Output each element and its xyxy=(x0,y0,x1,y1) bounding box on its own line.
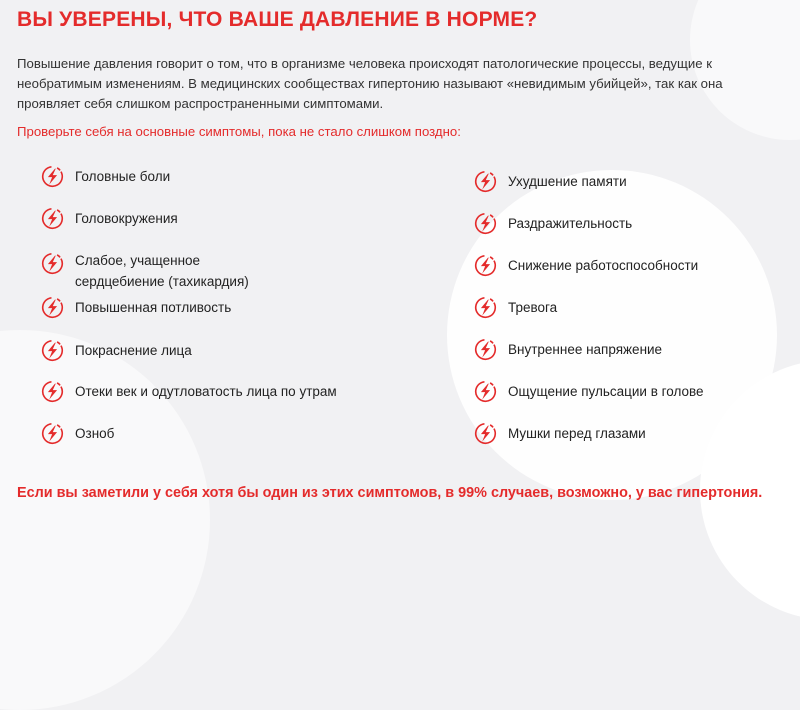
lightning-circle-icon xyxy=(474,254,497,277)
lightning-circle-icon xyxy=(474,212,497,235)
lightning-circle-icon xyxy=(474,296,497,319)
symptom-label: Озноб xyxy=(75,426,115,441)
lightning-circle-icon xyxy=(41,252,64,275)
lightning-circle-icon xyxy=(474,380,497,403)
intro-paragraph: Повышение давления говорит о том, что в организме человека происходят патологические процессы, ведущие к необратимым изменениям. В медицинских сообществах гипертонию называют «невидимым убийцей», так как она проявляет себя слишком распространенными симптомами. xyxy=(17,56,723,111)
symptom-label: Повышенная потливость xyxy=(75,300,232,315)
symptom-label: Тревога xyxy=(508,300,558,315)
symptom-label: Отеки век и одутловатость лица по утрам xyxy=(75,384,337,399)
lightning-circle-icon xyxy=(41,422,64,445)
symptom-label: Ухудшение памяти xyxy=(508,174,627,189)
symptom-label: Снижение работоспособности xyxy=(508,258,699,273)
symptom-item xyxy=(474,297,557,319)
symptom-label: Ощущение пульсации в голове xyxy=(508,384,704,399)
lightning-circle-icon xyxy=(41,207,64,230)
lightning-circle-icon xyxy=(41,380,64,403)
lightning-circle-icon xyxy=(474,338,497,361)
symptom-item xyxy=(474,213,632,235)
symptom-label: Головокружения xyxy=(75,211,178,226)
lightning-circle-icon xyxy=(41,296,64,319)
symptom-item xyxy=(41,297,231,319)
symptom-item xyxy=(41,340,192,362)
symptoms-prompt: Проверьте себя на основные симптомы, пока не стало слишком поздно: xyxy=(17,124,461,139)
symptom-item xyxy=(41,381,337,403)
symptom-label: Мушки перед глазами xyxy=(508,426,646,441)
symptom-item xyxy=(41,208,178,230)
lightning-circle-icon xyxy=(474,422,497,445)
symptom-label: Покраснение лица xyxy=(75,343,192,358)
lightning-circle-icon xyxy=(41,339,64,362)
symptom-item xyxy=(41,250,275,292)
symptom-item xyxy=(474,255,698,277)
symptom-item xyxy=(474,381,704,403)
symptom-label: Раздражительность xyxy=(508,216,633,231)
symptom-label: Внутреннее напряжение xyxy=(508,342,663,357)
lightning-circle-icon xyxy=(474,170,497,193)
symptom-item xyxy=(474,339,662,361)
symptom-item xyxy=(474,171,627,193)
symptom-label: Слабое, учащенное сердцебиение (тахикардия) xyxy=(75,253,249,289)
lightning-circle-icon xyxy=(41,165,64,188)
symptom-item xyxy=(41,166,170,188)
page-title: ВЫ УВЕРЕНЫ, ЧТО ВАШЕ ДАВЛЕНИЕ В НОРМЕ? xyxy=(17,8,538,31)
symptom-item xyxy=(41,423,114,445)
symptom-item xyxy=(474,423,646,445)
footer-warning: Если вы заметили у себя хотя бы один из этих симптомов, в 99% случаев, возможно, у вас гипертония. xyxy=(17,485,763,501)
symptom-label: Головные боли xyxy=(75,169,171,184)
